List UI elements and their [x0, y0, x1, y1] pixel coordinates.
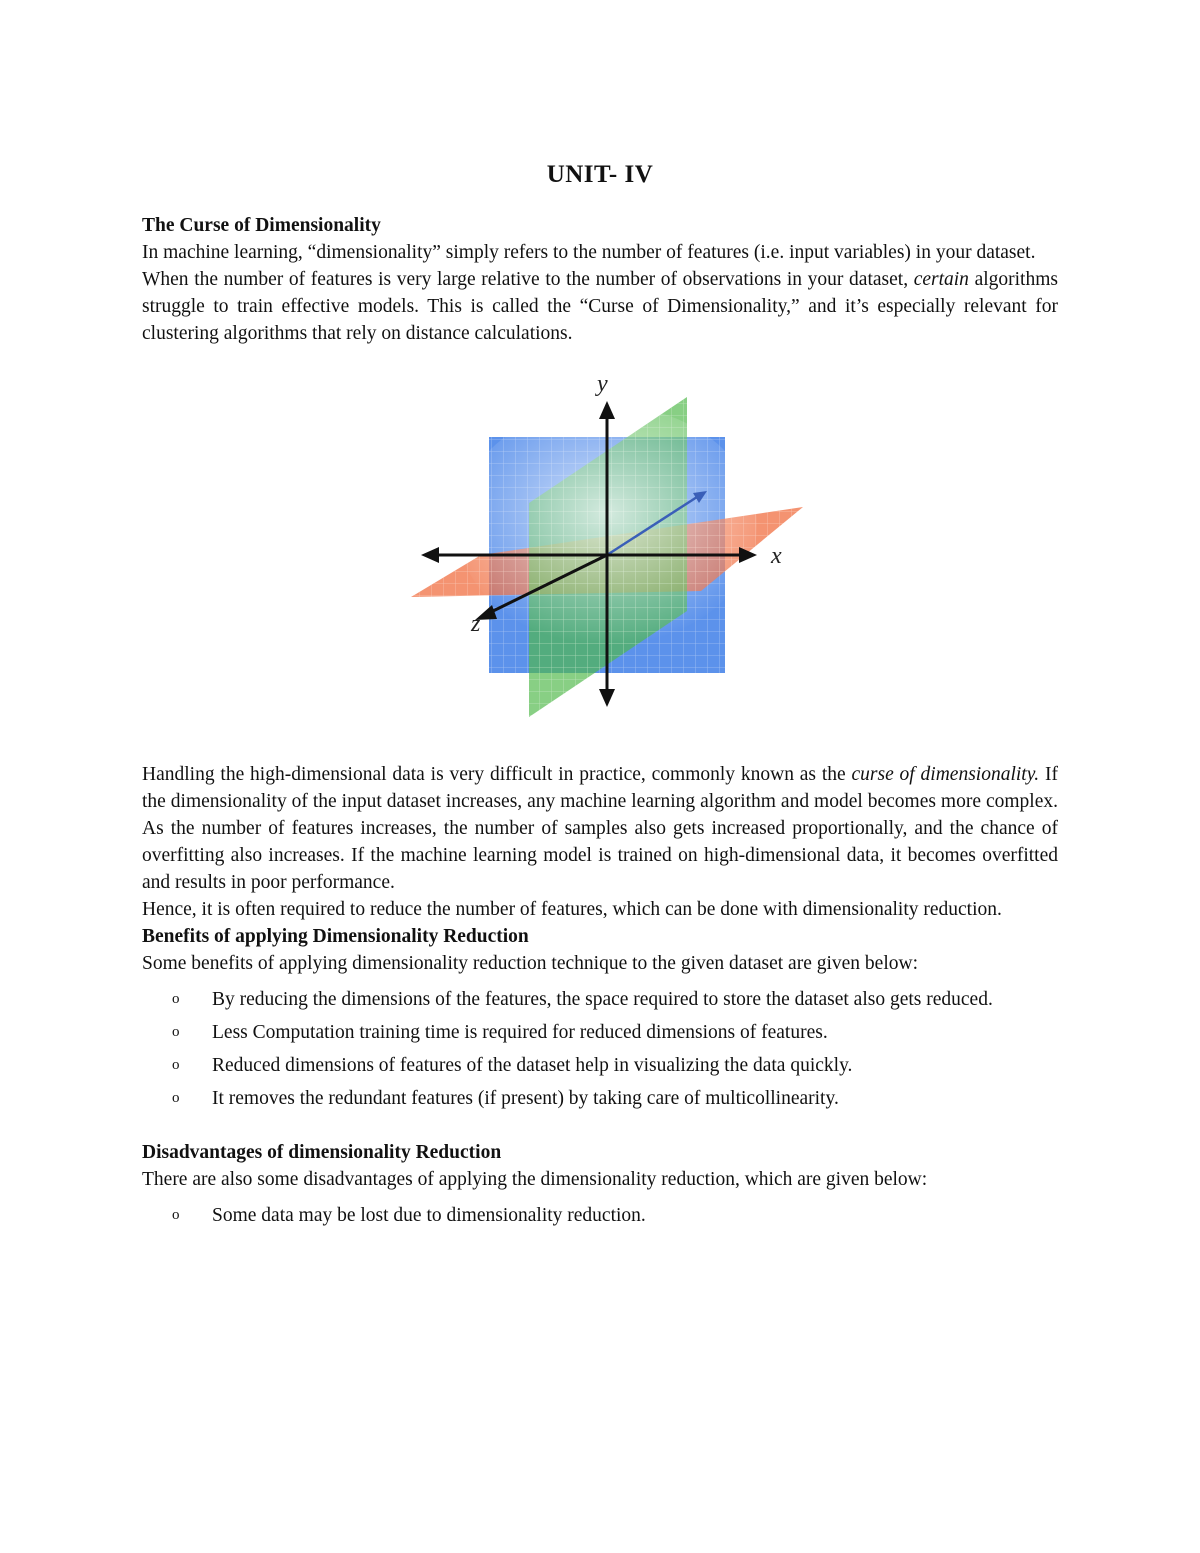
bullet-icon: o [172, 1024, 180, 1040]
text-run: When the number of features is very large relative to the number of observations in your dataset, [142, 269, 914, 290]
paragraph-disadvantages-intro: There are also some disadvantages of applying the dimensionality reduction, which are given below: [142, 1169, 928, 1190]
y-axis-label: y [597, 371, 608, 397]
list-item-text: Less Computation training time is required for reduced dimensions of features. [212, 1022, 828, 1043]
list-item [142, 1016, 1058, 1049]
x-axis-label: x [771, 543, 782, 569]
section-heading-curse: The Curse of Dimensionality [142, 215, 381, 236]
list-item [142, 1199, 1058, 1232]
spacer [142, 1115, 1058, 1139]
paragraph-curse-explanation [142, 266, 1058, 347]
list-item-text: Some data may be lost due to dimensionality reduction. [212, 1205, 646, 1226]
list-item [142, 983, 1058, 1016]
list-item-text: Reduced dimensions of features of the dataset help in visualizing the data quickly. [212, 1055, 853, 1076]
paragraph-benefits-intro: Some benefits of applying dimensionality reduction technique to the given dataset are given below: [142, 953, 919, 974]
text-run: If the dimensionality of the input dataset increases, any machine learning algorithm and model becomes more complex. As the number of features increases, the number of samples also gets increased proportionally, and the chance of overfitting also increases. If the machine learning model is trained on high-dimensional data, it becomes overfitted and results in poor performance. [142, 764, 1058, 893]
list-item [142, 1049, 1058, 1082]
paragraph-dimensionality-definition: In machine learning, “dimensionality” simply refers to the number of features (i.e. input variables) in your dataset. [142, 242, 1036, 263]
bullet-icon: o [172, 1090, 180, 1106]
section-heading-benefits: Benefits of applying Dimensionality Reduction [142, 926, 529, 947]
3d-axes-figure [371, 355, 811, 735]
italic-text: certain [913, 269, 969, 290]
list-item-text: It removes the redundant features (if present) by taking care of multicollinearity. [212, 1088, 839, 1109]
bullet-icon: o [172, 1207, 180, 1223]
paragraph-high-dimensional [142, 761, 1058, 896]
unit-title: UNIT- IV [546, 161, 654, 188]
paragraph-reduce-features: Hence, it is often required to reduce the number of features, which can be done with dimensionality reduction. [142, 899, 1002, 920]
3d-axes-illustration [371, 355, 811, 735]
disadvantages-list [142, 1199, 1058, 1232]
italic-text: curse of dimensionality. [851, 764, 1040, 785]
bullet-icon: o [172, 991, 180, 1007]
benefits-list [142, 983, 1058, 1115]
text-run: Handling the high-dimensional data is very difficult in practice, commonly known as the [142, 764, 852, 785]
bullet-icon: o [172, 1057, 180, 1073]
text-run: algorithms struggle to train effective models. This is called the “Curse of Dimensionality,” and it’s especially relevant for clustering algorithms that rely on distance calculations. [142, 269, 1058, 344]
list-item [142, 1082, 1058, 1115]
section-heading-disadvantages: Disadvantages of dimensionality Reduction [142, 1142, 502, 1163]
document-body [142, 158, 1058, 1232]
z-axis-label: z [471, 611, 481, 637]
list-item-text: By reducing the dimensions of the features, the space required to store the dataset also gets reduced. [212, 989, 993, 1010]
